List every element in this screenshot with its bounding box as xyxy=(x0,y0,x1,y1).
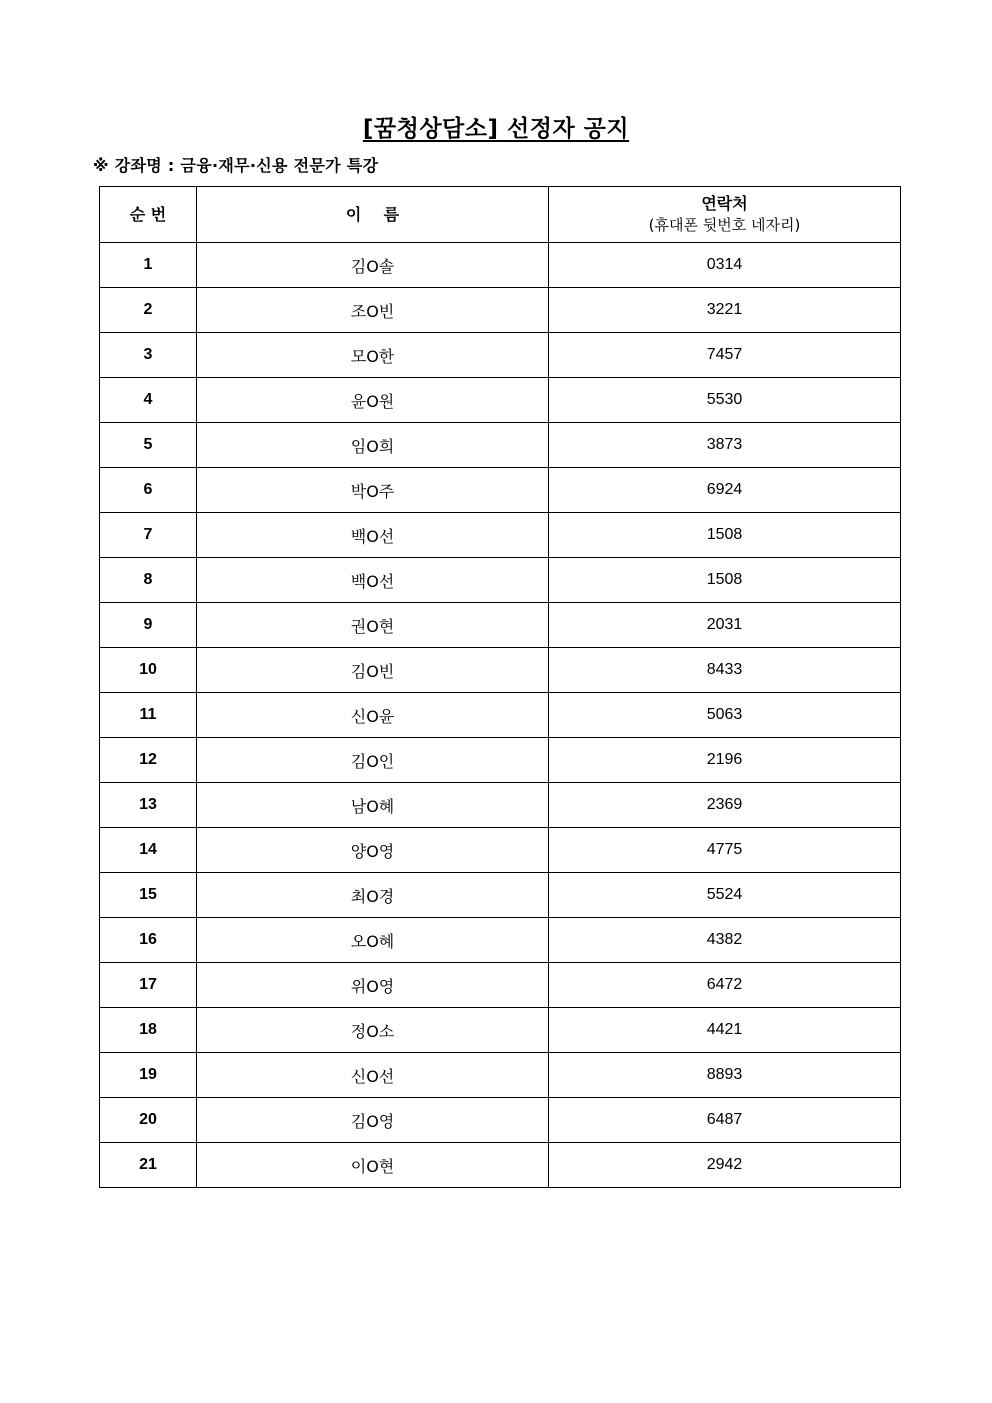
page-title-text: [꿈청상담소] 선정자 공지 xyxy=(362,116,630,142)
table-row xyxy=(100,513,901,558)
table-row xyxy=(100,603,901,648)
participant-name: 백O선 xyxy=(197,513,549,558)
participant-name: 임O희 xyxy=(197,423,549,468)
phone-last-four: 2196 xyxy=(549,738,901,783)
phone-last-four: 4382 xyxy=(549,918,901,963)
phone-last-four: 6487 xyxy=(549,1098,901,1143)
participant-name: 신O윤 xyxy=(197,693,549,738)
row-number: 17 xyxy=(100,963,197,1008)
participant-name: 이O현 xyxy=(197,1143,549,1188)
phone-last-four: 8433 xyxy=(549,648,901,693)
row-number: 21 xyxy=(100,1143,197,1188)
table-row xyxy=(100,648,901,693)
participant-name: 정O소 xyxy=(197,1008,549,1053)
phone-last-four: 7457 xyxy=(549,333,901,378)
table-row xyxy=(100,918,901,963)
phone-last-four: 1508 xyxy=(549,513,901,558)
table-row xyxy=(100,423,901,468)
participant-name: 신O선 xyxy=(197,1053,549,1098)
course-name: ※ 강좌명 : 금융·재무·신용 전문가 특강 xyxy=(93,156,379,175)
phone-last-four: 4775 xyxy=(549,828,901,873)
row-number: 1 xyxy=(100,243,197,288)
row-number: 16 xyxy=(100,918,197,963)
phone-last-four: 6924 xyxy=(549,468,901,513)
participant-name: 양O영 xyxy=(197,828,549,873)
row-number: 14 xyxy=(100,828,197,873)
participant-name: 백O선 xyxy=(197,558,549,603)
phone-last-four: 1508 xyxy=(549,558,901,603)
table-row xyxy=(100,1008,901,1053)
participant-name: 조O빈 xyxy=(197,288,549,333)
row-number: 13 xyxy=(100,783,197,828)
phone-last-four: 3221 xyxy=(549,288,901,333)
participant-name: 김O인 xyxy=(197,738,549,783)
phone-last-four: 5530 xyxy=(549,378,901,423)
table-row xyxy=(100,558,901,603)
participant-name: 권O현 xyxy=(197,603,549,648)
participant-name: 김O솔 xyxy=(197,243,549,288)
phone-last-four: 2031 xyxy=(549,603,901,648)
row-number: 10 xyxy=(100,648,197,693)
row-number: 19 xyxy=(100,1053,197,1098)
table-row xyxy=(100,963,901,1008)
phone-last-four: 8893 xyxy=(549,1053,901,1098)
header-contact xyxy=(549,187,901,243)
phone-last-four: 5524 xyxy=(549,873,901,918)
row-number: 11 xyxy=(100,693,197,738)
table-row xyxy=(100,783,901,828)
participant-name: 김O빈 xyxy=(197,648,549,693)
participant-name: 김O영 xyxy=(197,1098,549,1143)
phone-last-four: 2942 xyxy=(549,1143,901,1188)
participant-name: 윤O원 xyxy=(197,378,549,423)
row-number: 9 xyxy=(100,603,197,648)
participant-name: 위O영 xyxy=(197,963,549,1008)
row-number: 8 xyxy=(100,558,197,603)
phone-last-four: 0314 xyxy=(549,243,901,288)
row-number: 18 xyxy=(100,1008,197,1053)
phone-last-four: 3873 xyxy=(549,423,901,468)
table-row xyxy=(100,1098,901,1143)
header-number: 순 번 xyxy=(100,187,197,243)
header-contact-label: 연락처 xyxy=(701,193,748,213)
table-row xyxy=(100,873,901,918)
phone-last-four: 5063 xyxy=(549,693,901,738)
table-row xyxy=(100,468,901,513)
table-row xyxy=(100,828,901,873)
participant-name: 최O경 xyxy=(197,873,549,918)
row-number: 20 xyxy=(100,1098,197,1143)
participant-name: 모O한 xyxy=(197,333,549,378)
participant-name: 오O혜 xyxy=(197,918,549,963)
table-row xyxy=(100,288,901,333)
table-row xyxy=(100,1053,901,1098)
row-number: 6 xyxy=(100,468,197,513)
table-row xyxy=(100,333,901,378)
phone-last-four: 4421 xyxy=(549,1008,901,1053)
table-header-row xyxy=(100,187,901,243)
selected-participants-table xyxy=(99,186,901,1188)
table-row xyxy=(100,243,901,288)
header-name: 이 름 xyxy=(197,187,549,243)
participant-name: 남O혜 xyxy=(197,783,549,828)
row-number: 12 xyxy=(100,738,197,783)
row-number: 3 xyxy=(100,333,197,378)
page-title xyxy=(0,113,992,145)
participant-name: 박O주 xyxy=(197,468,549,513)
row-number: 7 xyxy=(100,513,197,558)
table-row xyxy=(100,378,901,423)
phone-last-four: 2369 xyxy=(549,783,901,828)
row-number: 5 xyxy=(100,423,197,468)
phone-last-four: 6472 xyxy=(549,963,901,1008)
table-row xyxy=(100,738,901,783)
row-number: 15 xyxy=(100,873,197,918)
header-contact-note: (휴대폰 뒷번호 네자리) xyxy=(648,215,801,234)
table-row xyxy=(100,693,901,738)
row-number: 2 xyxy=(100,288,197,333)
row-number: 4 xyxy=(100,378,197,423)
table-row xyxy=(100,1143,901,1188)
